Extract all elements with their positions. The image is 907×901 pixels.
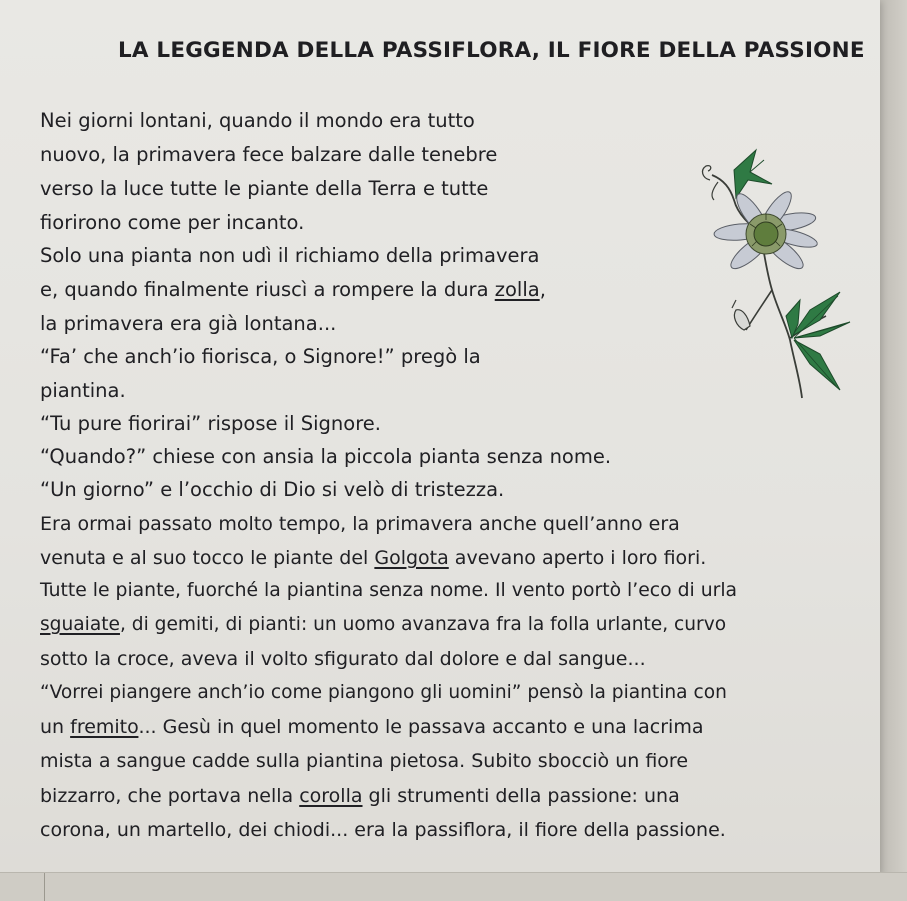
text-segment: gli strumenti della passione: una — [362, 785, 680, 807]
text-line: Tutte le piante, fuorché la piantina senza nome. Il vento portò l’eco di urla — [40, 580, 738, 601]
text-line: Era ormai passato molto tempo, la primavera anche quell’anno era — [40, 513, 680, 535]
text-line — [40, 612, 726, 638]
background-surface — [877, 0, 907, 900]
text-line: verso la luce tutte le piante della Terra e tutte — [40, 177, 489, 200]
text-line: Solo una pianta non udì il richiamo della primavera — [40, 244, 540, 267]
text-line: “Tu pure fiorirai” rispose il Signore. — [40, 412, 382, 435]
text-line — [40, 545, 706, 571]
text-line: Nei giorni lontani, quando il mondo era tutto — [40, 109, 475, 132]
text-line: corona, un martello, dei chiodi... era la passiflora, il fiore della passione. — [40, 819, 726, 841]
text-line: la primavera era già lontana... — [40, 312, 337, 335]
text-line: nuovo, la primavera fece balzare dalle tenebre — [40, 143, 498, 166]
text-segment: avevano aperto i loro fiori. — [448, 547, 707, 569]
text-segment: bizzarro, che portava nella — [40, 785, 300, 807]
text-line — [40, 783, 680, 809]
ruler-mark — [44, 873, 45, 901]
document-title: LA LEGGENDA DELLA PASSIFLORA, IL FIORE DELLA PASSIONE — [118, 38, 865, 63]
text-line: “Quando?” chiese con ansia la piccola pianta senza nome. — [40, 445, 612, 468]
text-segment: ... Gesù in quel momento le passava accanto e una lacrima — [138, 716, 704, 738]
text-segment: , — [539, 278, 546, 301]
text-segment: e, quando finalmente riuscì a rompere la dura — [40, 278, 495, 301]
surface-below-sheet — [0, 872, 907, 901]
text-segment: , di gemiti, di pianti: un uomo avanzava fra la folla urlante, curvo — [119, 614, 727, 635]
underlined-word: sguaiate — [40, 614, 120, 635]
text-segment: un — [40, 716, 71, 738]
underlined-word: zolla — [494, 278, 540, 301]
underlined-word: fremito — [70, 716, 139, 738]
underlined-word: Golgota — [374, 547, 449, 569]
text-line: sotto la croce, aveva il volto sfigurato dal dolore e dal sangue... — [40, 648, 646, 670]
text-line — [40, 277, 546, 303]
text-line: mista a sangue cadde sulla piantina pietosa. Subito sbocciò un fiore — [40, 750, 689, 772]
text-line: fiorirono come per incanto. — [40, 211, 305, 234]
text-line: “Vorrei piangere anch’io come piangono gli uomini” pensò la piantina con — [40, 682, 727, 703]
text-segment: venuta e al suo tocco le piante del — [40, 547, 375, 569]
text-line: “Un giorno” e l’occhio di Dio si velò di tristezza. — [40, 478, 505, 501]
text-line — [40, 714, 703, 740]
text-line: piantina. — [40, 379, 126, 402]
text-line: “Fa’ che anch’io fiorisca, o Signore!” pregò la — [40, 345, 481, 368]
underlined-word: corolla — [299, 785, 363, 807]
passion-flower-illustration — [690, 140, 870, 405]
